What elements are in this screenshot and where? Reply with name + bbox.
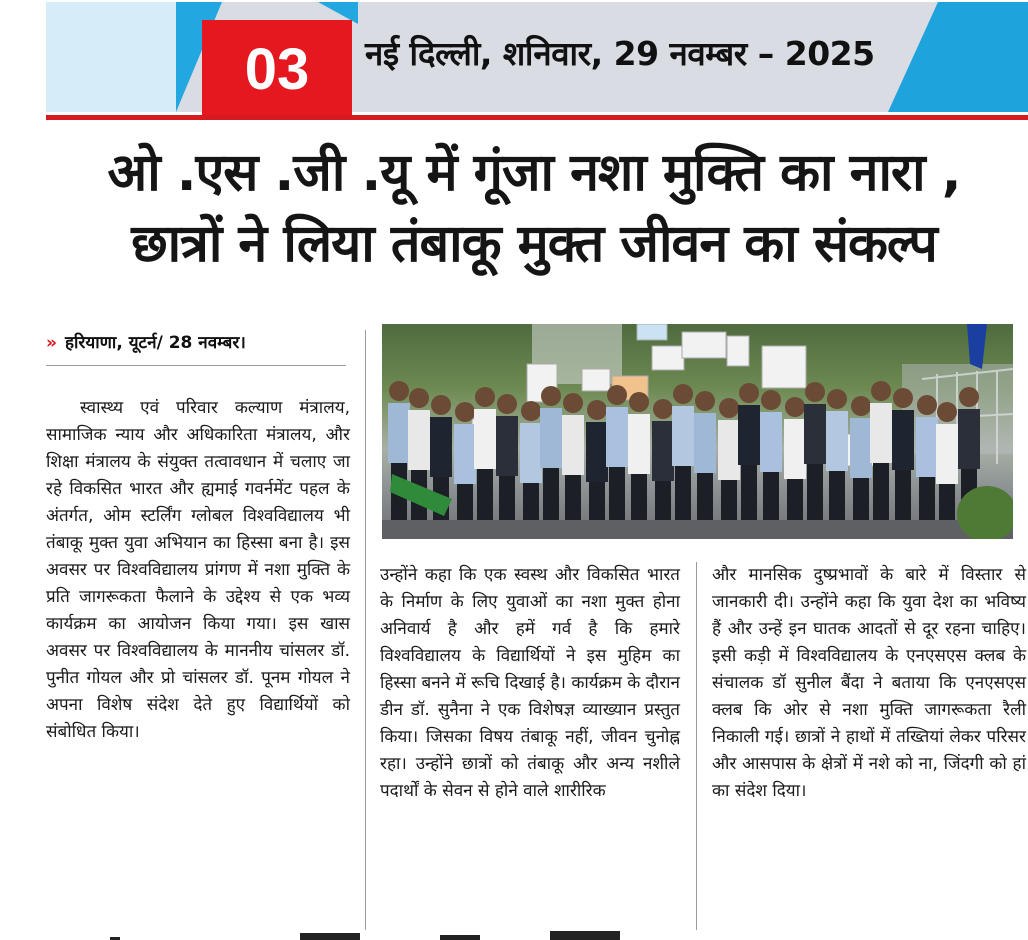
headline-line-1: ओ .एस .जी .यू में गूंजा नशा मुक्ति का नारा , — [107, 143, 961, 203]
page-number: 03 — [202, 20, 352, 118]
column-rule — [696, 562, 697, 930]
article-column-2 — [380, 562, 680, 805]
byline-marker: » — [46, 333, 57, 353]
article-paragraph: और मानसिक दुष्प्रभावों के बारे में विस्तार से जानकारी दी। उन्होंने कहा कि युवा देश का भविष्य हैं और उन्हें इन घातक आदतों से दूर रहना चाहिए। इसी कड़ी में विश्वविद्यालय के एनएसएस क्लब के संचालक डॉ सुनील बैंदा ने बताया कि एनएसएस क्लब कि ओर से नशा मुक्ति जागरूकता रैली निकाली गई। छात्रों ने हाथों में तख्तियां लेकर परिसर और आसपास के क्षेत्रों में नशे को ना, जिंदगी को हां का संदेश दिया। — [712, 565, 1026, 801]
article-column-3 — [712, 562, 1026, 805]
article-paragraph: उन्होंने कहा कि एक स्वस्थ और विकसित भारत के निर्माण के लिए युवाओं का नशा मुक्त होना अनिवार्य है और हमें गर्व है कि हमारे विश्वविद्यालय के विद्यार्थियों ने इस मुहिम का हिस्सा बनने में रूचि दिखाई है। कार्यक्रम के दौरान डीन डॉ. सुनैना ने एक विशेषज्ञ व्याख्यान प्रस्तुत किया। जिसका विषय तंबाकू नहीं, जीवन चुनोह्न रहा। उन्होंने छात्रों को तंबाकू और अन्य नशीले पदार्थों के सेवन से होने वाले शारीरिक — [380, 565, 680, 801]
header-accent-right-cut — [888, 2, 938, 112]
byline-rule — [46, 365, 346, 366]
next-article-heading-cutoff — [110, 928, 670, 940]
header-accent-left — [46, 2, 176, 112]
dateline: नई दिल्ली, शनिवार, 29 नवम्बर – 2025 — [365, 34, 875, 73]
byline — [46, 330, 246, 353]
cutoff-glyphs — [110, 931, 670, 940]
article-photo — [382, 324, 1013, 539]
header-red-rule — [46, 115, 1028, 120]
article-paragraph: स्वास्थ्य एवं परिवार कल्याण मंत्रालय, सामाजिक न्याय और अधिकारिता मंत्रालय, और शिक्षा मंत्रालय के संयुक्त तत्वावधान में चलाए जा रहे विकसित भारत और ह्यमाई गवर्नमेंट पहल के अंतर्गत, ओम स्टर्लिंग ग्लोबल विश्वविद्यालय भी तंबाकू मुक्त युवा अभियान का हिस्सा बना है। इस अवसर पर विश्वविद्यालय प्रांगण में नशा मुक्ति के प्रति जागरूकता फैलाने के उद्देश्य से एक भव्य कार्यक्रम का आयोजन किया गया। इस खास अवसर पर विश्वविद्यालय के माननीय चांसलर डॉ. पुनीत गोयल और प्रो चांसलर डॉ. पूनम गोयल ने अपना विशेष संदेश देते हुए विद्यार्थियों को संबोधित किया। — [46, 398, 350, 742]
column-rule — [365, 330, 366, 930]
byline-text: हरियाणा, यूटर्न/ 28 नवम्बर। — [64, 333, 246, 353]
article-column-1 — [46, 395, 350, 746]
headline-line-2: छात्रों ने लिया तंबाकू मुक्त जीवन का संकल्प — [131, 214, 937, 274]
group-photo-illustration — [382, 324, 1013, 539]
headline — [40, 140, 1028, 282]
